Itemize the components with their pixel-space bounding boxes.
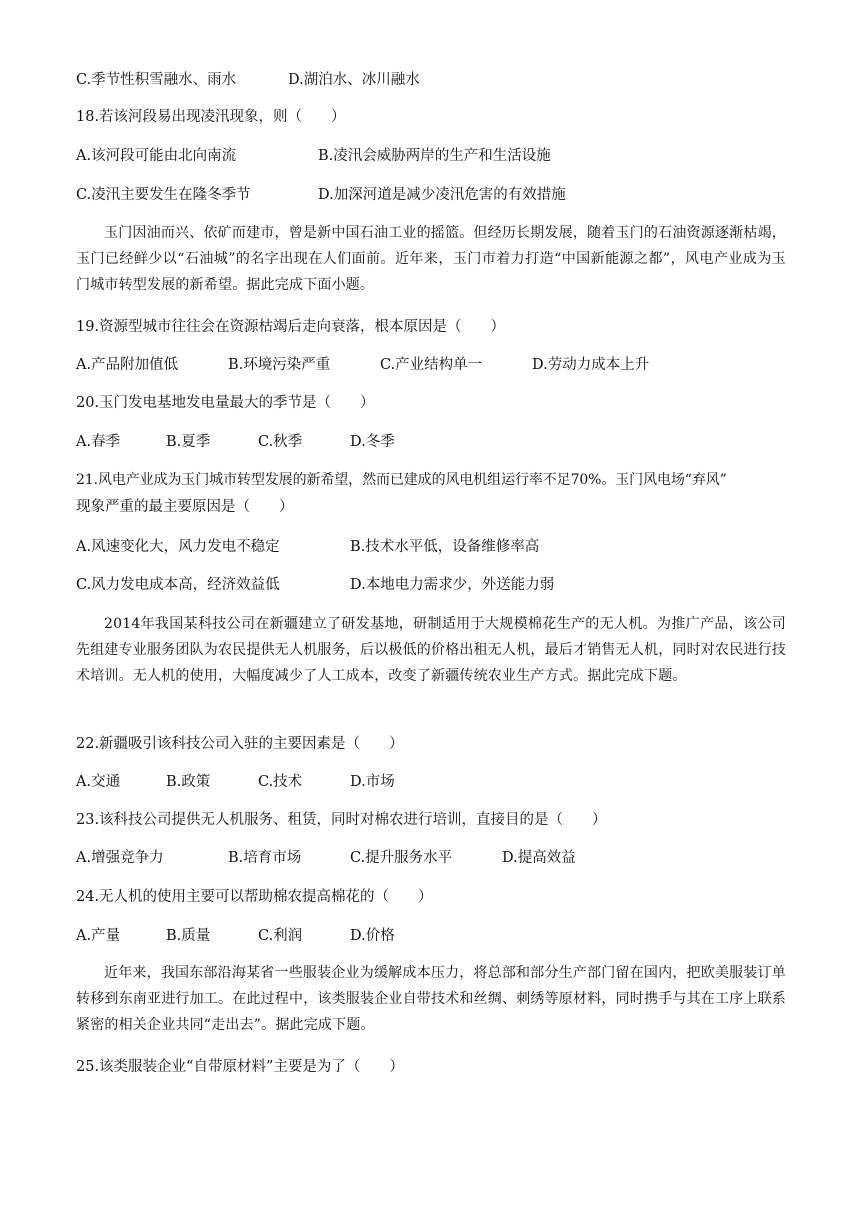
passage-yumen-text: 玉门因油而兴、依矿而建市，曾是新中国石油工业的摇篮。但经历长期发展，随着玉门的石油资源逐渐枯竭，玉门已经鲜少以“石油城”的名字出现在人们面前。近年来，玉门市着力打造“中国新能源之都”，风电产业成为玉门城市转型发展的新希望。据此完成下面小题。: [76, 225, 786, 293]
q19-option-c: C.产业结构单一: [380, 357, 483, 373]
q23-option-b: B.培育市场: [228, 850, 302, 866]
q18-stem: 18.若该河段易出现凌汛现象，则（ ）: [76, 109, 346, 125]
q24-option-c: C.利润: [258, 928, 303, 944]
q24-option-b: B.质量: [166, 928, 211, 944]
q17-option-d: D.湖泊水、冰川融水: [288, 72, 420, 88]
q22-option-c: C.技术: [258, 774, 303, 790]
q23-option-a: A.增强竞争力: [76, 850, 164, 866]
q17-option-c: C.季节性积雪融水、雨水: [76, 72, 237, 88]
q18-option-d: D.加深河道是减少凌汛危害的有效措施: [318, 187, 566, 203]
q25-stem: 25.该类服装企业“自带原材料”主要是为了（ ）: [76, 1059, 404, 1075]
q21-option-a: A.风速变化大，风力发电不稳定: [76, 539, 280, 555]
q20-option-b: B.夏季: [166, 434, 211, 450]
q21-option-c: C.风力发电成本高，经济效益低: [76, 577, 280, 593]
q20-option-c: C.秋季: [258, 434, 303, 450]
q19-option-a: A.产品附加值低: [76, 357, 179, 373]
q22-option-d: D.市场: [350, 774, 395, 790]
q23-option-c: C.提升服务水平: [350, 850, 453, 866]
q24-option-d: D.价格: [350, 928, 395, 944]
q19-option-d: D.劳动力成本上升: [532, 357, 650, 373]
passage-drone: [76, 611, 786, 689]
passage-garment-text: 近年来，我国东部沿海某省一些服装企业为缓解成本压力，将总部和部分生产部门留在国内，把欧美服装订单转移到东南亚进行加工。在此过程中，该类服装企业自带技术和丝绸、刺绣等原材料，同时携手与其在工序上联系紧密的相关企业共同“走出去”。据此完成下题。: [76, 965, 786, 1033]
q20-option-a: A.春季: [76, 434, 121, 450]
passage-garment: [76, 960, 786, 1038]
q20-stem: 20.玉门发电基地发电量最大的季节是（ ）: [76, 395, 375, 411]
q19-option-b: B.环境污染严重: [228, 357, 331, 373]
q22-option-a: A.交通: [76, 774, 121, 790]
q19-stem: 19.资源型城市往往会在资源枯竭后走向衰落，根本原因是（ ）: [76, 319, 506, 335]
q22-option-b: B.政策: [166, 774, 211, 790]
q22-stem: 22.新疆吸引该科技公司入驻的主要因素是（ ）: [76, 736, 404, 752]
q24-stem: 24.无人机的使用主要可以帮助棉农提高棉花的（ ）: [76, 889, 433, 905]
q24-option-a: A.产量: [76, 928, 121, 944]
q21-stem-line2: 现象严重的最主要原因是（ ）: [76, 499, 294, 515]
q18-option-c: C.凌汛主要发生在隆冬季节: [76, 187, 251, 203]
q23-stem: 23.该科技公司提供无人机服务、租赁，同时对棉农进行培训，直接目的是（ ）: [76, 812, 607, 828]
q21-option-b: B.技术水平低，设备维修率高: [350, 539, 540, 555]
q21-option-d: D.本地电力需求少，外送能力弱: [350, 577, 555, 593]
q18-option-a: A.该河段可能由北向南流: [76, 148, 237, 164]
q21-stem-line1: 21.风电产业成为玉门城市转型发展的新希望，然而已建成的风电机组运行率不足70%。玉门风电场“弃风”: [76, 472, 727, 488]
passage-yumen: [76, 220, 786, 298]
passage-drone-text: 2014年我国某科技公司在新疆建立了研发基地，研制适用于大规模棉花生产的无人机。为推广产品，该公司先组建专业服务团队为农民提供无人机服务，后以极低的价格出租无人机，最后才销售无人机，同时对农民进行技术培训。无人机的使用，大幅度减少了人工成本，改变了新疆传统农业生产方式。据此完成下题。: [76, 616, 786, 684]
q20-option-d: D.冬季: [350, 434, 395, 450]
q23-option-d: D.提高效益: [502, 850, 576, 866]
q18-option-b: B.凌汛会威胁两岸的生产和生活设施: [318, 148, 551, 164]
